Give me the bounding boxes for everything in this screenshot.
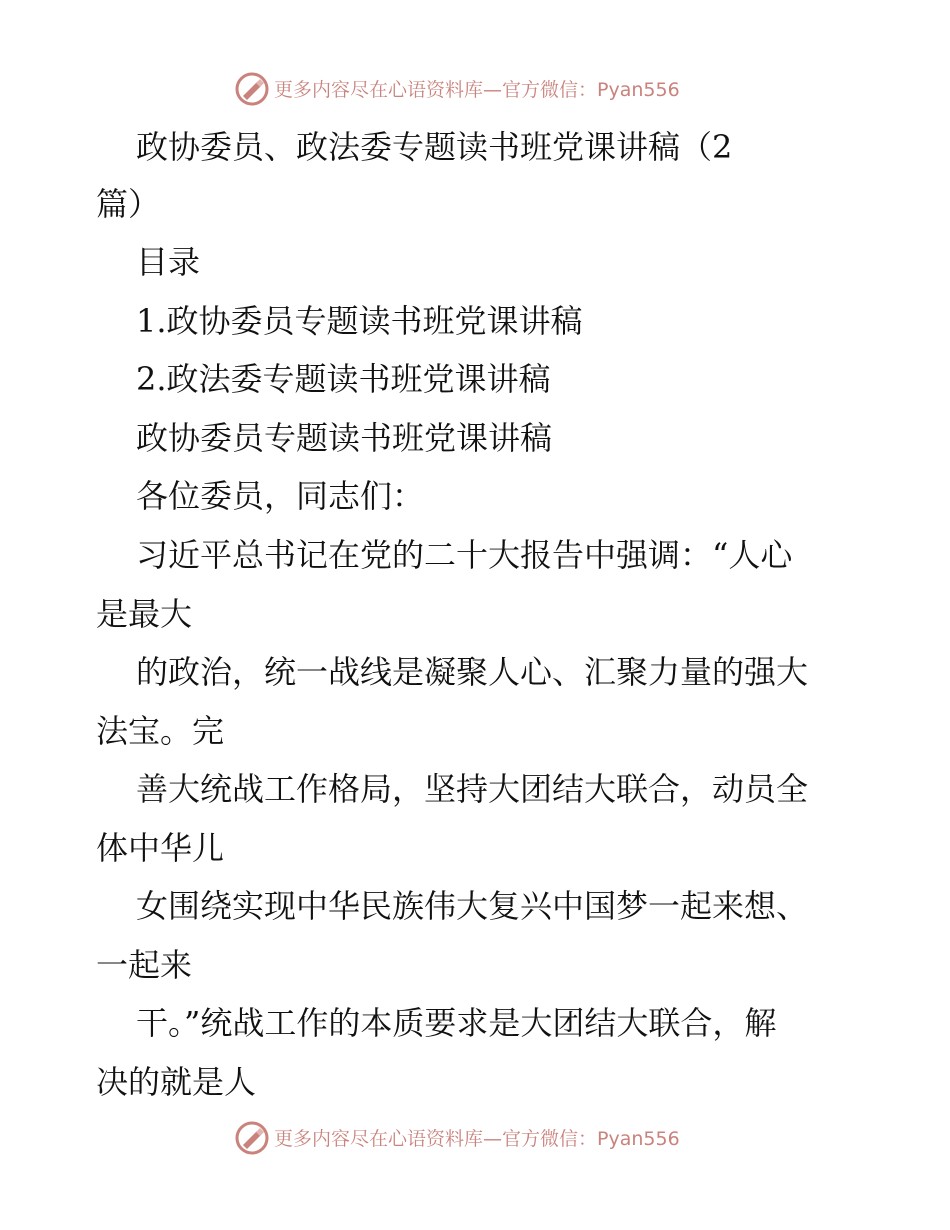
watermark-text: 更多内容尽在心语资料库—官方微信：Pyan556	[274, 79, 680, 101]
watermark-footer	[234, 1120, 734, 1160]
greeting: 各位委员，同志们：	[136, 477, 425, 515]
paragraph-line: 体中华儿	[96, 829, 225, 867]
toc-heading: 目录	[136, 243, 201, 281]
paragraph-line: 习近平总书记在党的二十大报告中强调：“人心	[136, 536, 793, 574]
paragraph-line: 决的就是人	[96, 1063, 257, 1101]
paragraph-line: 的政治，统一战线是凝聚人心、汇聚力量的强大	[136, 653, 809, 691]
paragraph-line: 善大统战工作格局，坚持大团结大联合，动员全	[136, 770, 809, 808]
paragraph-line: 干。”统战工作的本质要求是大团结大联合，解	[136, 1004, 777, 1042]
paragraph-line: 是最大	[96, 595, 193, 633]
paragraph-line: 女围绕实现中华民族伟大复兴中国梦一起来想、	[136, 887, 809, 925]
watermark-text: 更多内容尽在心语资料库—官方微信：Pyan556	[274, 1128, 680, 1150]
document-title-line-1: 政协委员、政法委专题读书班党课讲稿（2	[136, 128, 733, 166]
document-title-line-2: 篇）	[96, 185, 161, 223]
watermark-header	[234, 71, 734, 111]
toc-item: 1.政协委员专题读书班党课讲稿	[136, 302, 583, 340]
pen-logo-icon	[234, 1120, 270, 1156]
paragraph-line: 法宝。完	[96, 712, 225, 750]
paragraph-line: 一起来	[96, 946, 193, 984]
toc-item: 2.政法委专题读书班党课讲稿	[136, 360, 551, 398]
section-title: 政协委员专题读书班党课讲稿	[136, 419, 553, 457]
pen-logo-icon	[234, 71, 270, 107]
